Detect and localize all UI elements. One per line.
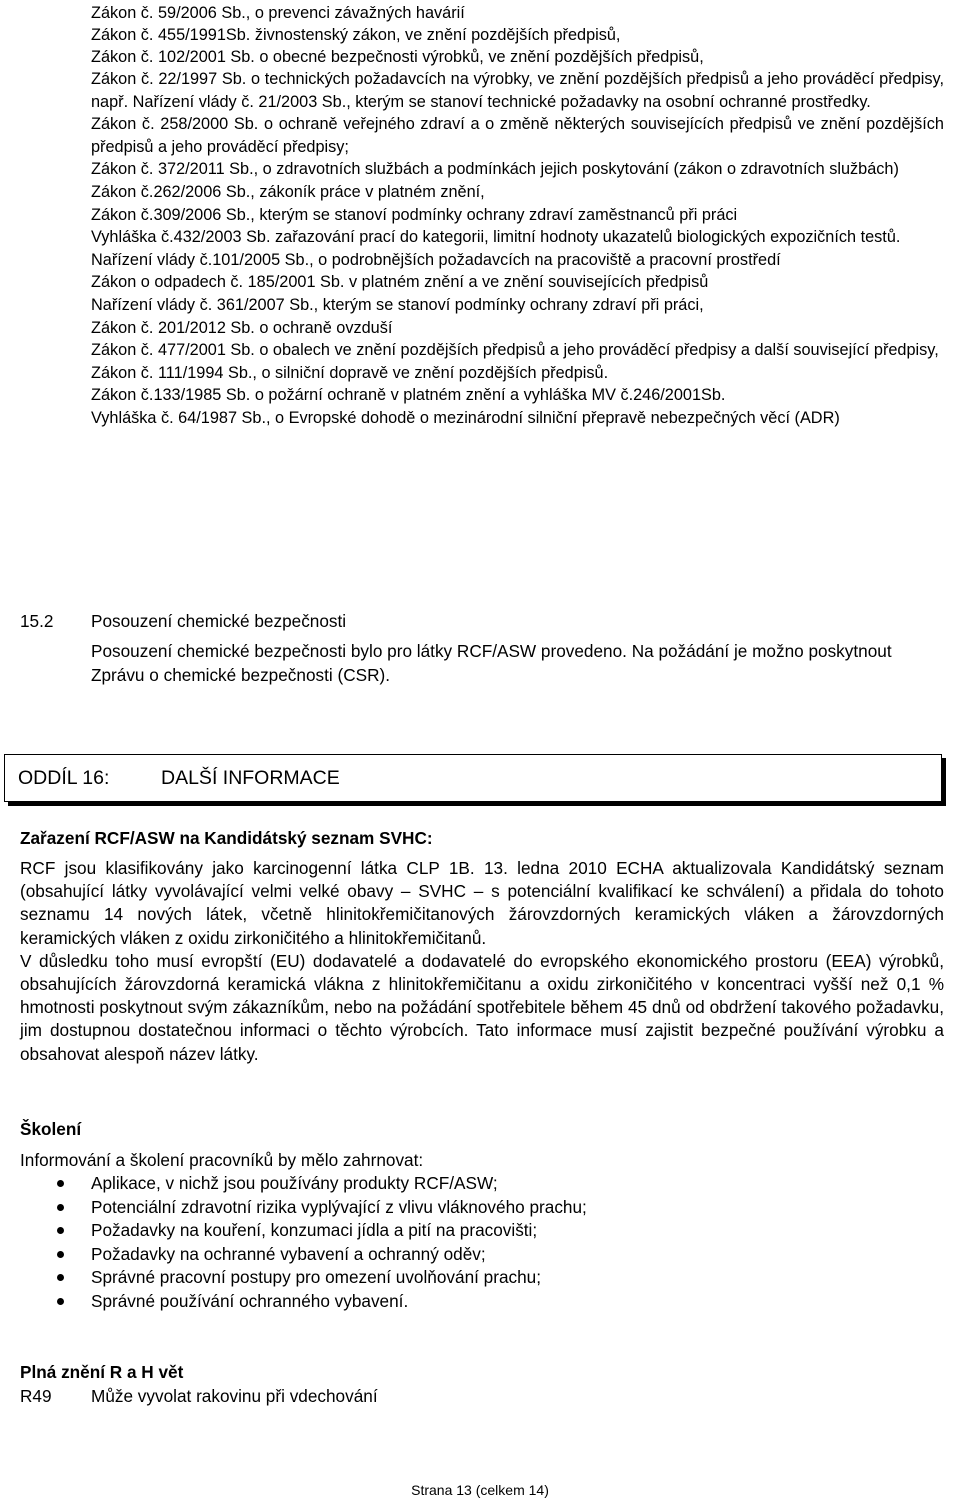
training-title: Školení <box>20 1119 82 1139</box>
law-item: Zákon č. 201/2012 Sb. o ochraně ovzduší <box>91 318 393 337</box>
legislation-list <box>91 2 944 430</box>
svhc-title: Zařazení RCF/ASW na Kandidátský seznam SVHC: <box>20 828 433 848</box>
law-item: Zákon č. 59/2006 Sb., o prevenci závažných havárií <box>91 4 465 22</box>
bullet-icon <box>57 1298 64 1305</box>
training-intro: Informování a školení pracovníků by mělo zahrnovat: <box>20 1150 424 1170</box>
section-label: ODDÍL 16: <box>18 766 110 789</box>
svhc-paragraph: V důsledku toho musí evropští (EU) dodavatelé a dodavatelé do evropského ekonomického prostoru (EEA) výrobků, obsahujících žárovzdorná keramická vlákna z hlinitokřemičitanu a oxidu zirkoničitého v koncentraci vyšší než 0,1 % hmotnosti poskytnout svým zákazníkům, nebo na požádání spotřebitele během 45 dnů od obdržení takového požadavku, jim dostupnou dostatečnou informaci o těchto výrobcích. Tato informace musí zajistit bezpečné používání výrobku a obsahovat alespoň název látky. <box>20 950 944 1064</box>
training-list <box>20 1172 944 1314</box>
law-item: Zákon č. 111/1994 Sb., o silniční dopravě ve znění pozdějších předpisů. <box>91 363 609 382</box>
r-phrase-text: Může vyvolat rakovinu při vdechování <box>91 1386 378 1406</box>
svhc-block <box>20 826 944 1066</box>
r-phrases-block <box>20 1360 944 1408</box>
law-item: Vyhláška č.432/2003 Sb. zařazování prací do kategorii, limitní hodnoty ukazatelů biologických expozičních testů. <box>91 228 901 247</box>
list-item <box>20 1266 944 1290</box>
bullet-icon <box>57 1274 64 1281</box>
list-item <box>20 1219 944 1243</box>
law-item: Zákon č.262/2006 Sb., zákoník práce v platném znění, <box>91 182 485 201</box>
section-15-2 <box>20 609 944 687</box>
section-heading <box>20 609 944 633</box>
law-item: Zákon č. 102/2001 Sb. o obecné bezpečnosti výrobků, ve znění pozdějších předpisů, <box>91 48 704 66</box>
list-item <box>20 1172 944 1196</box>
list-item <box>20 1243 944 1267</box>
r-phrase-row <box>20 1384 944 1408</box>
section-16-header <box>4 754 942 802</box>
list-item-text: Požadavky na ochranné vybavení a ochranný oděv; <box>91 1243 486 1264</box>
law-item: Vyhláška č. 64/1987 Sb., o Evropské dohodě o mezinárodní silniční přepravě nebezpečných věcí (ADR) <box>91 408 840 427</box>
training-block <box>20 1117 944 1314</box>
r-phrases-title: Plná znění R a H vět <box>20 1362 184 1382</box>
list-item <box>20 1196 944 1220</box>
list-item-text: Požadavky na kouření, konzumaci jídla a pití na pracovišti; <box>91 1220 538 1241</box>
section-title: Posouzení chemické bezpečnosti <box>91 611 347 631</box>
law-item: Zákon o odpadech č. 185/2001 Sb. v platném znění a ve znění souvisejících předpisů <box>91 273 709 292</box>
bullet-icon <box>57 1204 64 1211</box>
bullet-icon <box>57 1251 64 1258</box>
bullet-icon <box>57 1180 64 1187</box>
section-number: 15.2 <box>20 611 54 631</box>
law-item: Zákon č.133/1985 Sb. o požární ochraně v platném znění a vyhláška MV č.246/2001Sb. <box>91 386 726 405</box>
law-item: Zákon č. 455/1991Sb. živnostenský zákon, ve znění pozdějších předpisů, <box>91 26 621 44</box>
list-item-text: Správné používání ochranného vybavení. <box>91 1290 409 1311</box>
law-item: Zákon č.309/2006 Sb., kterým se stanoví podmínky ochrany zdraví zaměstnanců při práci <box>91 205 738 224</box>
svhc-paragraph: RCF jsou klasifikovány jako karcinogenní látka CLP 1B. 13. ledna 2010 ECHA aktualizovala Kandidátský seznam (obsahující látky vyvolávající velmi velké obavy – SVHC – s potenciální kvalifikací ke schválení) a přidala do tohoto seznamu 14 nových látek, včetně hlinitokřemičitanových žárovzdorných keramických vláken a žárovzdorných keramických vláken z oxidu zirkoničitého a hlinitokřemičitanů. <box>20 858 944 948</box>
law-item: Zákon č. 22/1997 Sb. o technických požadavcích na výrobky, ve znění pozdějších předpisů a jeho prováděcí předpisy, např. Nařízení vlády č. 21/2003 Sb., kterým se stanoví technické požadavky na osobní ochranné prostředky. <box>91 70 944 111</box>
law-item: Zákon č. 258/2000 Sb. o ochraně veřejného zdraví a o změně některých souvisejících předpisů ve znění pozdějších předpisů a jeho prováděcí předpisy; <box>91 115 944 156</box>
list-item-text: Správné pracovní postupy pro omezení uvolňování prachu; <box>91 1267 542 1288</box>
law-item: Nařízení vlády č.101/2005 Sb., o podrobnějších požadavcích na pracoviště a pracovní prostředí <box>91 250 781 269</box>
r-phrase-code: R49 <box>20 1386 52 1406</box>
list-item-text: Aplikace, v nichž jsou používány produkty RCF/ASW; <box>91 1173 498 1193</box>
law-item: Zákon č. 372/2011 Sb., o zdravotních službách a podmínkách jejich poskytování (zákon o zdravotních službách) <box>91 160 899 179</box>
section-title: DALŠÍ INFORMACE <box>161 766 340 789</box>
section-text: Posouzení chemické bezpečnosti bylo pro látky RCF/ASW provedeno. Na požádání je možno poskytnout Zprávu o chemické bezpečnosti (CSR). <box>91 641 892 685</box>
law-item: Nařízení vlády č. 361/2007 Sb., kterým se stanoví podmínky ochrany zdraví při práci, <box>91 295 704 314</box>
list-item-text: Potenciální zdravotní rizika vyplývající z vlivu vláknového prachu; <box>91 1196 587 1217</box>
bullet-icon <box>57 1227 64 1234</box>
page-footer: Strana 13 (celkem 14) <box>411 1482 549 1498</box>
list-item <box>20 1290 944 1314</box>
law-item: Zákon č. 477/2001 Sb. o obalech ve znění pozdějších předpisů a jeho prováděcí předpisy a další související předpisy, <box>91 341 939 360</box>
